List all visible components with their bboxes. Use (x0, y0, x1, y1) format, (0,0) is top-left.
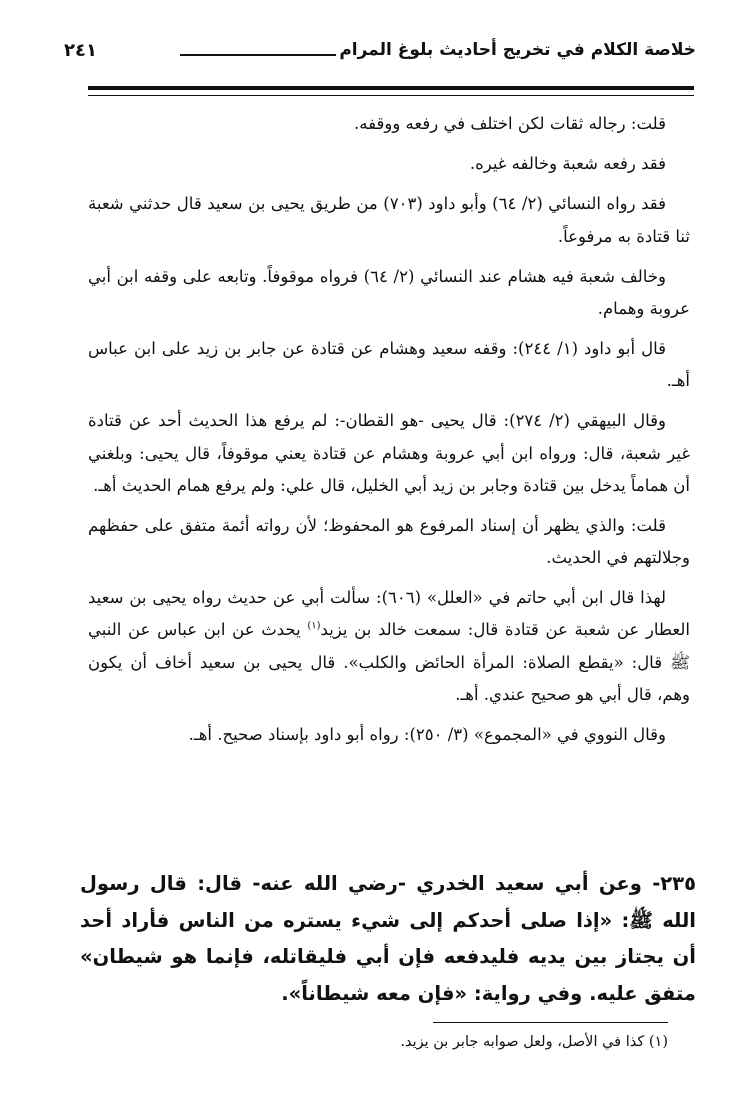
paragraph-illal (88, 582, 690, 711)
illal-text-start: لهذا قال ابن أبي حاتم في «العلل» (٦٠٦): سألت أبي عن حديث رواه يحيى بن سعيد العطار عن شعبة عن قتادة قال: سمعت خالد بن يزيد (88, 588, 690, 640)
page-header (60, 40, 696, 76)
paragraph: قلت: رجاله ثقات لكن اختلف في رفعه ووقفه. (354, 114, 666, 133)
body-text (88, 108, 690, 759)
hadith-235: ٢٣٥- وعن أبي سعيد الخدري -رضي الله عنه- قال: قال رسول الله ﷺ: «إذا صلى أحدكم إلى شيء يستره من الناس فأراد أحد أن يجتاز بين يديه فليدفعه فإن أبي فليقاتله، فإنما هو شيطان» متفق عليه. وفي رواية: «فإن معه شيطاناً». (80, 872, 696, 1005)
paragraph: قال أبو داود (١/ ٢٤٤): وقفه سعيد وهشام عن قتادة عن جابر بن زيد على ابن عباس أهـ. (88, 339, 690, 391)
paragraph: وقال البيهقي (٢/ ٢٧٤): قال يحيى -هو القطان-: لم يرفع هذا الحديث أحد عن قتادة غير شعبة، قال: ورواه ابن أبي عروبة وهشام عن قتادة يعني موقوفاً، قال يحيى: وبلغني أن هماماً يدخل بين قتادة وجابر بن زيد أبي الخليل، قال علي: ولم يرفع همام الحديث أهـ. (88, 411, 690, 495)
header-rule-thin (88, 95, 694, 96)
paragraph: وقال النووي في «المجموع» (٣/ ٢٥٠): رواه أبو داود بإسناد صحيح. أهـ. (188, 724, 666, 744)
running-title: خلاصة الكلام في تخريج أحاديث بلوغ المرام (339, 40, 696, 60)
paragraph: قلت: والذي يظهر أن إسناد المرفوع هو المحفوظ؛ لأن رواته أئمة متفق على حفظهم وجلالتهم في الحديث. (88, 515, 690, 568)
footnote: (١) كذا في الأصل، ولعل صوابه جابر بن يزيد. (400, 1034, 668, 1050)
header-line (180, 54, 336, 56)
header-rule-thick (88, 86, 694, 90)
page-number: ٢٤١ (64, 40, 97, 61)
footnote-marker[interactable]: (١) (307, 620, 321, 632)
paragraph: وخالف شعبة فيه هشام عند النسائي (٢/ ٦٤) فرواه موقوفاً. وتابعه على وقفه ابن أبي عروبة وهمام. (88, 266, 690, 318)
illal-text-end: يحدث عن ابن عباس عن النبي ﷺ قال: «يقطع الصلاة: المرأة الحائض والكلب». قال يحيى بن سعيد أخاف أن يكون وهم، قال أبي هو صحيح عندي. أهـ. (88, 620, 690, 704)
paragraph: فقد رواه النسائي (٢/ ٦٤) وأبو داود (٧٠٣) من طريق يحيى بن سعيد قال حدثني شعبة ثنا قتادة به مرفوعاً. (88, 194, 690, 246)
paragraph: فقد رفعه شعبة وخالفه غيره. (469, 154, 666, 174)
footnote-rule (433, 1022, 668, 1023)
